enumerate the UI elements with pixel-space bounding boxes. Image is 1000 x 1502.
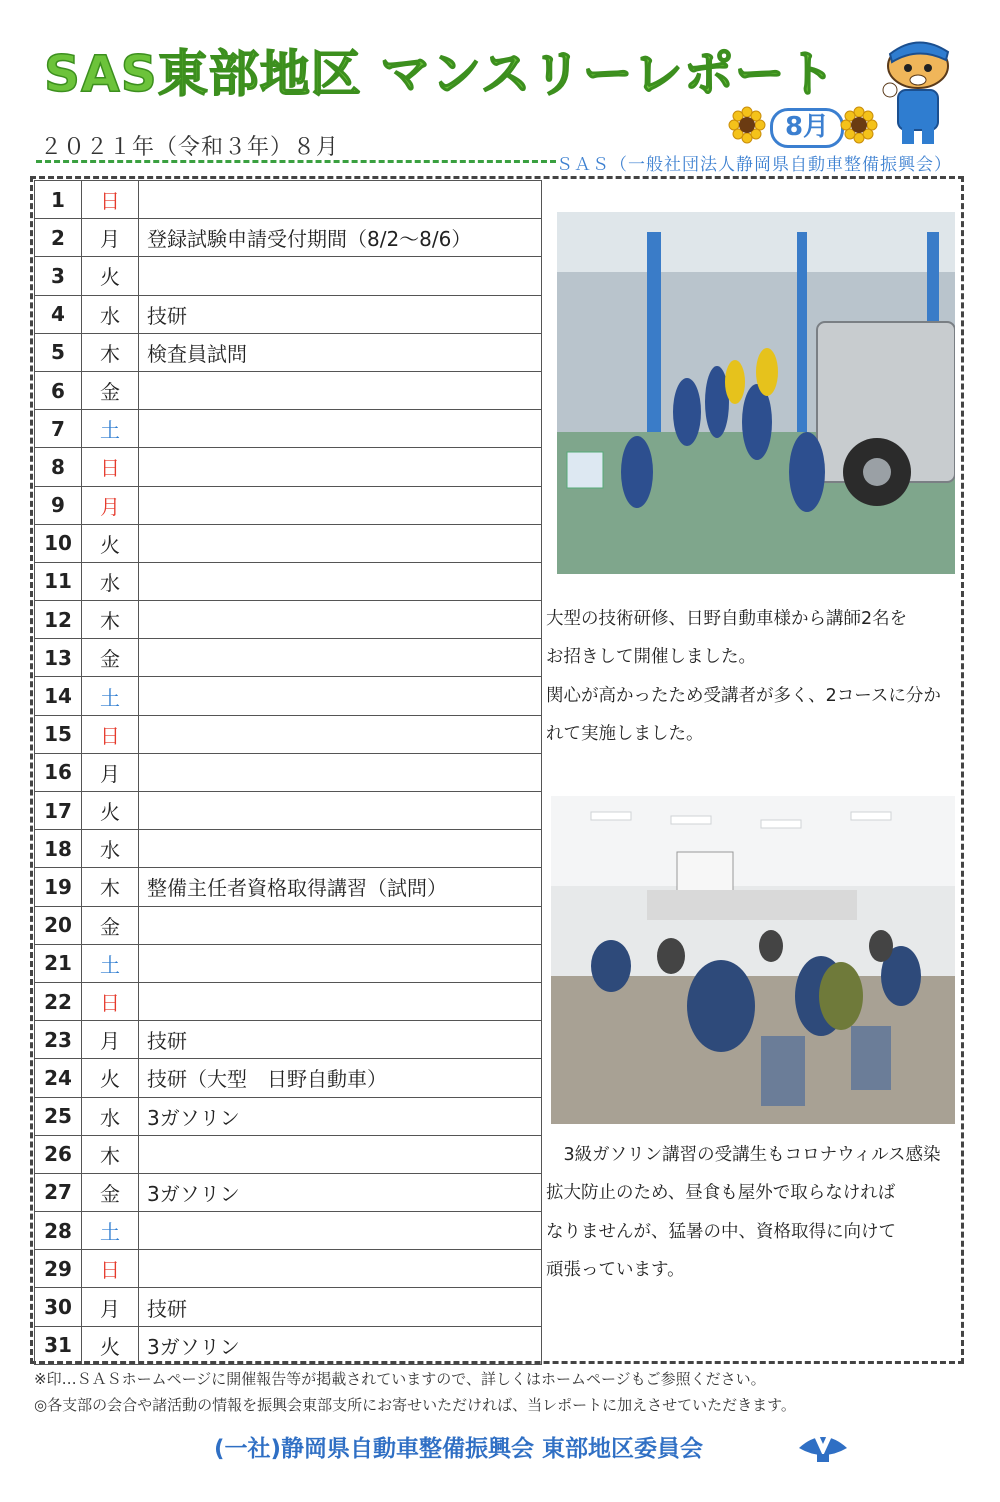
organization-name: ＳＡＳ（一般社団法人静岡県自動車整備振興会） <box>556 155 952 175</box>
calendar-day: 11 <box>35 562 82 600</box>
calendar-day: 23 <box>35 1021 82 1059</box>
calendar-row <box>35 562 542 600</box>
calendar-event <box>139 830 542 868</box>
calendar-event <box>139 601 542 639</box>
calendar-table <box>34 180 542 1365</box>
calendar-row <box>35 982 542 1020</box>
classroom-lecture-photo <box>551 796 955 1124</box>
calendar-row <box>35 1173 542 1211</box>
calendar-weekday: 水 <box>82 830 139 868</box>
calendar-day: 2 <box>35 219 82 257</box>
calendar-weekday: 金 <box>82 906 139 944</box>
calendar-event <box>139 677 542 715</box>
calendar-event <box>139 639 542 677</box>
calendar-weekday: 日 <box>82 1250 139 1288</box>
article-gasoline-course-text <box>546 1136 960 1290</box>
calendar-day: 16 <box>35 753 82 791</box>
text-line: れて実施しました。 <box>546 724 704 745</box>
calendar-row <box>35 906 542 944</box>
calendar-event <box>139 1212 542 1250</box>
calendar-day: 4 <box>35 295 82 333</box>
workshop-training-photo <box>557 212 955 574</box>
calendar-row <box>35 1212 542 1250</box>
calendar-row <box>35 868 542 906</box>
calendar-day: 7 <box>35 410 82 448</box>
calendar-row <box>35 295 542 333</box>
sunflower-icon <box>728 106 766 144</box>
calendar-day: 20 <box>35 906 82 944</box>
calendar-weekday: 土 <box>82 944 139 982</box>
calendar-day: 29 <box>35 1250 82 1288</box>
calendar-event: 3ガソリン <box>139 1097 542 1135</box>
calendar-event <box>139 753 542 791</box>
calendar-event <box>139 562 542 600</box>
calendar-row <box>35 410 542 448</box>
calendar-event <box>139 371 542 409</box>
calendar-row <box>35 1250 542 1288</box>
calendar-event <box>139 486 542 524</box>
calendar-weekday: 木 <box>82 333 139 371</box>
calendar-event <box>139 792 542 830</box>
calendar-event: 検査員試問 <box>139 333 542 371</box>
calendar-row <box>35 486 542 524</box>
calendar-event <box>139 1250 542 1288</box>
calendar-day: 3 <box>35 257 82 295</box>
calendar-weekday: 土 <box>82 677 139 715</box>
article-workshop-text <box>546 600 960 754</box>
calendar-event <box>139 906 542 944</box>
calendar-weekday: 日 <box>82 982 139 1020</box>
calendar-day: 10 <box>35 524 82 562</box>
calendar-day: 30 <box>35 1288 82 1326</box>
text-line: 関心が高かったため受講者が多く、2コースに分か <box>546 685 941 706</box>
calendar-day: 28 <box>35 1212 82 1250</box>
calendar-row <box>35 219 542 257</box>
calendar-weekday: 月 <box>82 1021 139 1059</box>
text-line: なりませんが、猛暑の中、資格取得に向けて <box>546 1221 896 1242</box>
calendar-weekday: 月 <box>82 219 139 257</box>
calendar-event: 登録試験申請受付期間（8/2～8/6） <box>139 219 542 257</box>
report-date: ２０２１年（令和３年）８月 <box>40 135 340 160</box>
calendar-day: 19 <box>35 868 82 906</box>
calendar-row <box>35 1135 542 1173</box>
calendar-weekday: 木 <box>82 1135 139 1173</box>
calendar-event <box>139 410 542 448</box>
calendar-row <box>35 639 542 677</box>
calendar-row <box>35 830 542 868</box>
calendar-weekday: 木 <box>82 601 139 639</box>
footnote-homepage: ※印…ＳＡＳホームページに開催報告等が掲載されていますので、詳しくはホームページもご参照ください。 <box>34 1370 766 1388</box>
calendar-event: 3ガソリン <box>139 1326 542 1364</box>
calendar-row <box>35 371 542 409</box>
calendar-weekday: 日 <box>82 181 139 219</box>
calendar-weekday: 金 <box>82 371 139 409</box>
calendar-event <box>139 982 542 1020</box>
calendar-row <box>35 448 542 486</box>
calendar-day: 15 <box>35 715 82 753</box>
calendar-event <box>139 257 542 295</box>
calendar-weekday: 土 <box>82 1212 139 1250</box>
text-line: 大型の技術研修、日野自動車様から講師2名を <box>546 609 908 629</box>
calendar-row <box>35 524 542 562</box>
text-line: お招きして開催しました。 <box>546 647 756 668</box>
calendar-row <box>35 1059 542 1097</box>
calendar-weekday: 火 <box>82 524 139 562</box>
calendar-weekday: 水 <box>82 1097 139 1135</box>
calendar-weekday: 日 <box>82 715 139 753</box>
calendar-day: 13 <box>35 639 82 677</box>
calendar-day: 22 <box>35 982 82 1020</box>
calendar-day: 26 <box>35 1135 82 1173</box>
calendar-day: 17 <box>35 792 82 830</box>
calendar-day: 5 <box>35 333 82 371</box>
calendar-weekday: 日 <box>82 448 139 486</box>
association-logo-icon <box>795 1418 851 1466</box>
divider <box>36 160 556 163</box>
calendar-day: 18 <box>35 830 82 868</box>
calendar-weekday: 金 <box>82 639 139 677</box>
calendar-row <box>35 1021 542 1059</box>
calendar-row <box>35 1097 542 1135</box>
calendar-day: 21 <box>35 944 82 982</box>
calendar-weekday: 土 <box>82 410 139 448</box>
calendar-row <box>35 601 542 639</box>
calendar-row <box>35 944 542 982</box>
calendar-weekday: 火 <box>82 1059 139 1097</box>
calendar-weekday: 火 <box>82 792 139 830</box>
text-line: 拡大防止のため、昼食も屋外で取らなければ <box>546 1183 896 1204</box>
sunflower-icon <box>840 106 878 144</box>
calendar-row <box>35 1326 542 1364</box>
calendar-day: 1 <box>35 181 82 219</box>
text-line: 頑張っています。 <box>546 1260 685 1281</box>
calendar-day: 27 <box>35 1173 82 1211</box>
calendar-day: 12 <box>35 601 82 639</box>
calendar-weekday: 月 <box>82 753 139 791</box>
calendar-event: 3ガソリン <box>139 1173 542 1211</box>
mascot-illustration <box>872 36 960 148</box>
calendar-event <box>139 944 542 982</box>
calendar-row <box>35 333 542 371</box>
calendar-weekday: 金 <box>82 1173 139 1211</box>
calendar-row <box>35 677 542 715</box>
calendar-event: 技研 <box>139 1288 542 1326</box>
calendar-weekday: 木 <box>82 868 139 906</box>
calendar-row <box>35 792 542 830</box>
calendar-day: 31 <box>35 1326 82 1364</box>
calendar-weekday: 火 <box>82 1326 139 1364</box>
calendar-row <box>35 1288 542 1326</box>
footnote-info-request: ◎各支部の会合や諸活動の情報を振興会東部支所にお寄せいただければ、当レポートに加えさせていただきます。 <box>34 1396 796 1414</box>
calendar-event <box>139 181 542 219</box>
page-title: SAS東部地区 マンスリーレポート <box>44 45 837 103</box>
calendar-event <box>139 715 542 753</box>
calendar-day: 14 <box>35 677 82 715</box>
calendar-weekday: 月 <box>82 1288 139 1326</box>
calendar-weekday: 水 <box>82 295 139 333</box>
calendar-event: 整備主任者資格取得講習（試問） <box>139 868 542 906</box>
calendar-event: 技研 <box>139 1021 542 1059</box>
text-line: 3級ガソリン講習の受講生もコロナウィルス感染 <box>546 1145 941 1165</box>
calendar-weekday: 火 <box>82 257 139 295</box>
calendar-day: 9 <box>35 486 82 524</box>
calendar-weekday: 月 <box>82 486 139 524</box>
calendar-event: 技研（大型 日野自動車） <box>139 1059 542 1097</box>
calendar-day: 6 <box>35 371 82 409</box>
calendar-weekday: 水 <box>82 562 139 600</box>
calendar-event <box>139 1135 542 1173</box>
calendar-day: 25 <box>35 1097 82 1135</box>
calendar-row <box>35 753 542 791</box>
calendar-row <box>35 257 542 295</box>
calendar-event: 技研 <box>139 295 542 333</box>
calendar-row <box>35 181 542 219</box>
calendar-day: 8 <box>35 448 82 486</box>
month-badge: 8月 <box>770 108 844 148</box>
calendar-day: 24 <box>35 1059 82 1097</box>
footer-organization: (一社)静岡県自動車整備振興会 東部地区委員会 <box>214 1436 704 1462</box>
calendar-row <box>35 715 542 753</box>
calendar-event <box>139 524 542 562</box>
calendar-event <box>139 448 542 486</box>
